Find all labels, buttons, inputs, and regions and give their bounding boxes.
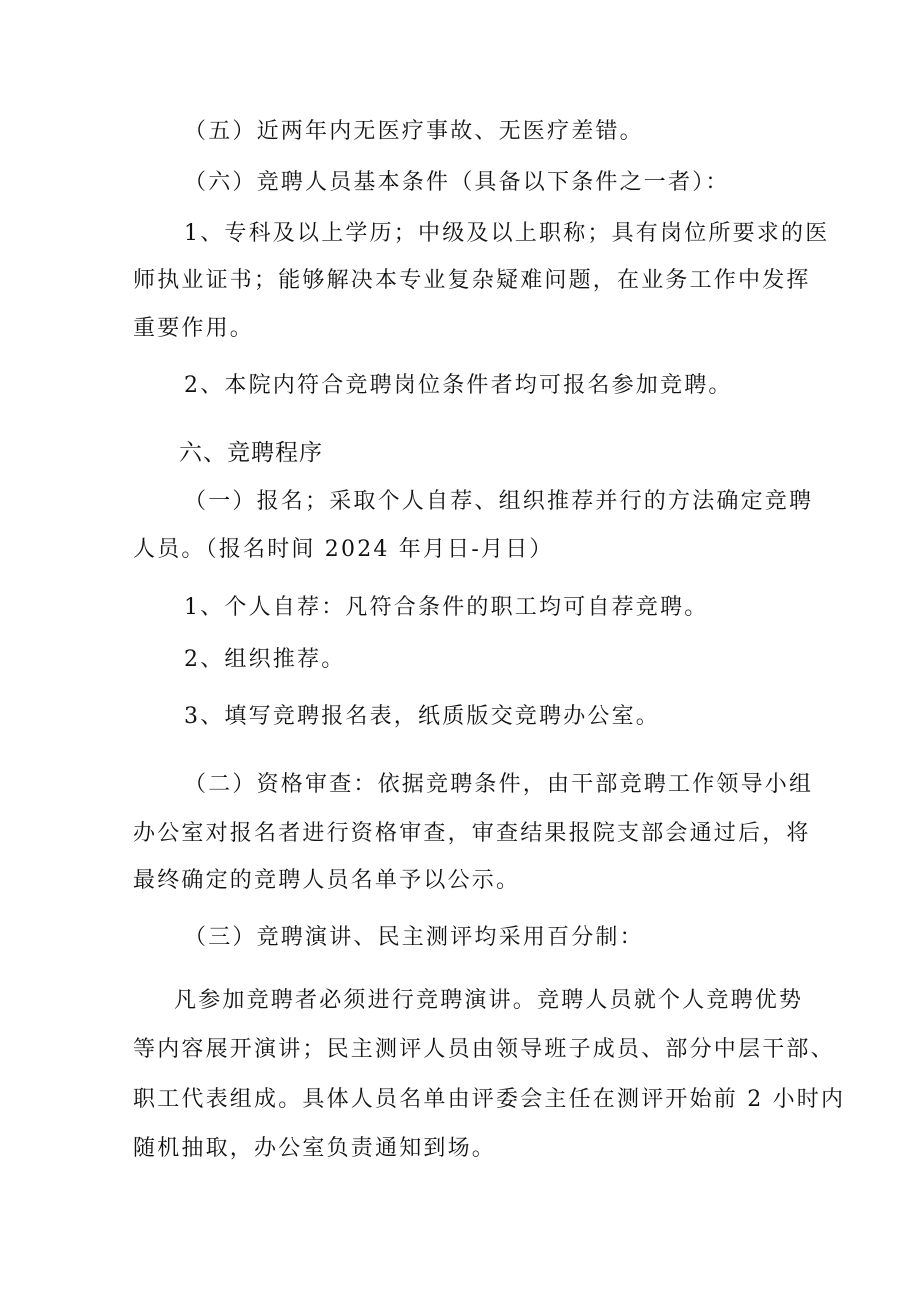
- condition-1-line-2: 师执业证书；能够解决本专业复杂疑难问题，在业务工作中发挥: [133, 268, 811, 293]
- condition-1-line-3: 重要作用。: [133, 316, 255, 341]
- section-heading-procedure: 六、竞聘程序: [179, 440, 323, 466]
- step-1-registration-line-2: 人员。（报名时间 2024 年月日-月日）: [133, 537, 554, 562]
- registration-form: 3、填写竞聘报名表，纸质版交竞聘办公室。: [184, 704, 660, 729]
- registration-self-recommend: 1、个人自荐：凡符合条件的职工均可自荐竞聘。: [184, 595, 709, 620]
- step-2-qualification-line-3: 最终确定的竞聘人员名单予以公示。: [133, 868, 521, 893]
- speech-paragraph-line-1: 凡参加竞聘者必须进行竞聘演讲。竞聘人员就个人竞聘优势: [174, 988, 804, 1013]
- step-2-qualification-line-1: （二）资格审查：依据竞聘条件，由干部竞聘工作领导小组: [184, 772, 814, 797]
- speech-paragraph-line-4: 随机抽取，办公室负责通知到场。: [133, 1136, 497, 1161]
- step-1-registration-line-1: （一）报名；采取个人自荐、组织推荐并行的方法确定竞聘: [184, 489, 814, 514]
- condition-2: 2、本院内符合竞聘岗位条件者均可报名参加竞聘。: [184, 373, 733, 398]
- item-6-basic-conditions: （六）竞聘人员基本条件（具备以下条件之一者）：: [184, 170, 730, 195]
- condition-1-line-1: 1、专科及以上学历；中级及以上职称；具有岗位所要求的医: [184, 221, 830, 246]
- item-5-no-accidents: （五）近两年内无医疗事故、无医疗差错。: [184, 119, 644, 144]
- step-2-qualification-line-2: 办公室对报名者进行资格审查，审查结果报院支部会通过后，将: [133, 821, 811, 846]
- speech-paragraph-line-2: 等内容展开演讲；民主测评人员由领导班子成员、部分中层干部、: [133, 1037, 835, 1062]
- speech-paragraph-line-3: 职工代表组成。具体人员名单由评委会主任在测评开始前 2 小时内: [133, 1087, 846, 1112]
- step-3-speech-evaluation: （三）竞聘演讲、民主测评均采用百分制：: [184, 925, 644, 950]
- registration-org-recommend: 2、组织推荐。: [184, 647, 346, 672]
